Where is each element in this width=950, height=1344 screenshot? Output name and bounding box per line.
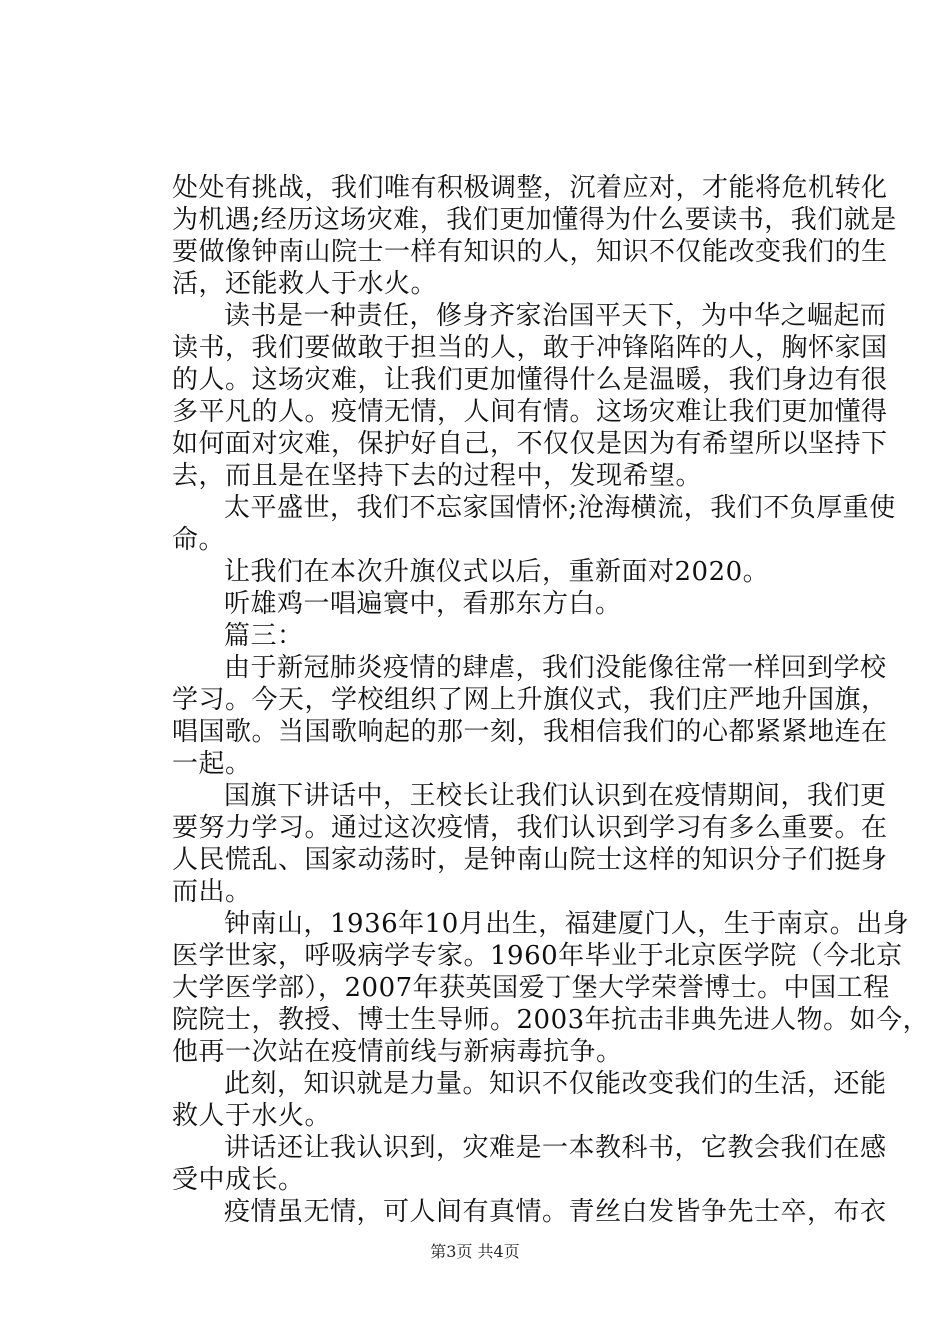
text-line: 要努力学习。通过这次疫情，我们认识到学习有多么重要。在 xyxy=(172,813,888,843)
text-line: 院院士，教授、博士生导师。2003年抗击非典先进人物。如今， xyxy=(172,1005,930,1035)
page-number: 第3页 共4页 xyxy=(430,1242,520,1261)
text-line: 篇三： xyxy=(224,621,304,651)
text-line: 处处有挑战，我们唯有积极调整，沉着应对，才能将危机转化 xyxy=(172,173,888,203)
text-line: 大学医学部），2007年获英国爱丁堡大学荣誉博士。中国工程 xyxy=(172,973,890,1003)
text-line: 命。 xyxy=(172,525,226,555)
text-line: 让我们在本次升旗仪式以后，重新面对2020。 xyxy=(224,557,770,587)
text-line: 听雄鸡一唱遍寰中，看那东方白。 xyxy=(224,589,622,619)
text-line: 去，而且是在坚持下去的过程中，发现希望。 xyxy=(172,461,703,491)
text-line: 人民慌乱、国家动荡时，是钟南山院士这样的知识分子们挺身 xyxy=(172,845,888,875)
text-line: 医学世家，呼吸病学专家。1960年毕业于北京医学院（今北京 xyxy=(172,941,903,971)
text-line: 受中成长。 xyxy=(172,1165,305,1195)
text-line: 读书是一种责任，修身齐家治国平天下，为中华之崛起而 xyxy=(224,301,887,331)
text-line: 一起。 xyxy=(172,749,252,779)
text-line: 救人于水火。 xyxy=(172,1101,332,1131)
text-line: 学习。今天，学校组织了网上升旗仪式，我们庄严地升国旗， xyxy=(172,685,888,715)
text-line: 讲话还让我认识到，灾难是一本教科书，它教会我们在感 xyxy=(224,1133,887,1163)
text-line: 的人。这场灾难，让我们更加懂得什么是温暖，我们身边有很 xyxy=(172,365,888,395)
text-line: 国旗下讲话中，王校长让我们认识到在疫情期间，我们更 xyxy=(224,781,887,811)
text-line: 此刻，知识就是力量。知识不仅能改变我们的生活，还能 xyxy=(224,1069,887,1099)
text-line: 活，还能救人于水火。 xyxy=(172,269,438,299)
text-line: 太平盛世，我们不忘家国情怀;沧海横流，我们不负厚重使 xyxy=(224,493,896,523)
text-line: 为机遇;经历这场灾难，我们更加懂得为什么要读书，我们就是 xyxy=(172,205,897,235)
text-line: 读书，我们要做敢于担当的人，敢于冲锋陷阵的人，胸怀家国 xyxy=(172,333,888,363)
page-footer xyxy=(0,1242,950,1262)
text-line: 他再一次站在疫情前线与新病毒抗争。 xyxy=(172,1037,623,1067)
text-line: 而出。 xyxy=(172,877,252,907)
text-line: 多平凡的人。疫情无情，人间有情。这场灾难让我们更加懂得 xyxy=(172,397,888,427)
text-line: 钟南山，1936年10月出生，福建厦门人，生于南京。出身 xyxy=(224,909,910,939)
text-line: 唱国歌。当国歌响起的那一刻，我相信我们的心都紧紧地连在 xyxy=(172,717,888,747)
text-line: 由于新冠肺炎疫情的肆虐，我们没能像往常一样回到学校 xyxy=(224,653,887,683)
text-line: 要做像钟南山院士一样有知识的人，知识不仅能改变我们的生 xyxy=(172,237,888,267)
text-line: 疫情虽无情，可人间有真情。青丝白发皆争先士卒，布衣 xyxy=(224,1197,887,1227)
text-line: 如何面对灾难，保护好自己，不仅仅是因为有希望所以坚持下 xyxy=(172,429,888,459)
